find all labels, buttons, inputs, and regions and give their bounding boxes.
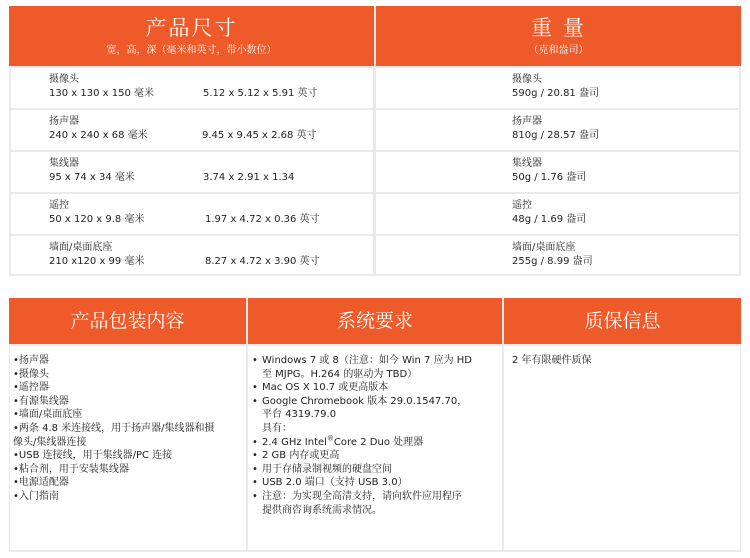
bullet: • xyxy=(252,477,258,489)
system-title: 系统要求 xyxy=(336,310,413,332)
list-item: •墙面/桌面底座 xyxy=(13,409,83,421)
dimension-item-mm: 50 x 120 x 9.8 毫米 xyxy=(49,214,145,225)
dimension-item-inch: 9.45 x 9.45 x 2.68 英寸 xyxy=(202,130,317,141)
weight-row-remote xyxy=(376,194,739,234)
list-item: •入门指南 xyxy=(13,490,59,502)
dimension-item-name: 集线器 xyxy=(49,158,79,169)
weight-item-name: 遥控 xyxy=(512,200,532,211)
weight-item-name: 集线器 xyxy=(512,158,542,169)
weight-title: 重 量 xyxy=(531,16,586,40)
dimension-item-mm: 95 x 74 x 34 毫米 xyxy=(49,172,135,183)
list-item: • 用于存储录制视频的硬盘空间 xyxy=(252,463,392,475)
list-item: •遥控器 xyxy=(13,382,49,394)
package-header xyxy=(9,298,246,344)
dimension-row-speaker xyxy=(11,110,373,150)
dimension-item-inch: 8.27 x 4.72 x 3.90 英寸 xyxy=(205,256,320,267)
list-item: 至 MJPG。H.264 的驱动为 TBD） xyxy=(262,368,418,380)
list-item: 像头/集线器连接 xyxy=(13,436,87,448)
weight-row-speaker xyxy=(376,110,739,150)
warranty-title: 质保信息 xyxy=(584,310,661,332)
list-item: •扬声器 xyxy=(13,355,49,366)
bullet: • xyxy=(252,436,258,448)
bullet: • xyxy=(252,355,258,366)
list-item: • 2 GB 内存或更高 xyxy=(252,450,340,462)
dimension-item-name: 扬声器 xyxy=(49,116,79,127)
warranty-body xyxy=(504,346,740,550)
dimension-row-remote xyxy=(11,194,373,234)
package-body xyxy=(10,346,246,550)
weight-row-hub xyxy=(376,152,739,192)
weight-item-value: 810g / 28.57 盎司 xyxy=(512,130,599,141)
dimension-item-mm: 130 x 130 x 150 毫米 xyxy=(49,88,154,99)
list-item: •USB 连接线，用于集线器/PC 连接 xyxy=(13,450,173,462)
dimension-item-mm: 240 x 240 x 68 毫米 xyxy=(49,130,148,141)
dimension-item-inch: 1.97 x 4.72 x 0.36 英寸 xyxy=(205,214,320,225)
weight-item-value: 50g / 1.76 盎司 xyxy=(512,172,587,183)
system-header xyxy=(248,298,502,344)
bullet: • xyxy=(252,382,258,394)
dimension-item-name: 摄像头 xyxy=(49,74,79,85)
weight-subtitle: （克和盎司） xyxy=(528,45,589,56)
dimension-item-name: 墙面/桌面底座 xyxy=(49,242,113,253)
dimension-item-inch: 3.74 x 2.91 x 1.34 xyxy=(203,172,295,183)
dimension-item-mm: 210 x120 x 99 毫米 xyxy=(49,256,145,267)
system-body xyxy=(248,346,502,550)
package-title: 产品包装内容 xyxy=(70,310,185,332)
list-item: • Mac OS X 10.7 或更高版本 xyxy=(252,382,389,394)
warranty-text: 2 年有限硬件质保 xyxy=(512,355,592,366)
weight-item-value: 590g / 20.81 盎司 xyxy=(512,88,599,99)
weight-item-value: 48g / 1.69 盎司 xyxy=(512,214,587,225)
list-item: • Windows 7 或 8（注意：如今 Win 7 应为 HD xyxy=(252,355,472,366)
list-item: •有源集线器 xyxy=(13,395,69,407)
dimension-item-name: 遥控 xyxy=(49,200,69,211)
weight-row-camera xyxy=(376,68,739,108)
bullet: • xyxy=(252,450,258,462)
list-item: •摄像头 xyxy=(13,368,49,380)
weight-item-value: 255g / 8.99 盎司 xyxy=(512,256,593,267)
dimensions-subtitle: 宽，高，深（毫米和英寸，带小数位） xyxy=(106,45,277,56)
list-item: • 2.4 GHz Intel®Core 2 Duo 处理器 xyxy=(252,434,424,448)
weight-header xyxy=(376,6,741,66)
registered-mark: ® xyxy=(326,434,334,443)
weight-row-mount xyxy=(376,236,739,274)
list-item: • Google Chromebook 版本 29.0.1547.70， xyxy=(252,395,468,407)
weight-item-name: 摄像头 xyxy=(512,74,542,85)
bullet: • xyxy=(252,395,258,407)
dimension-row-camera xyxy=(11,68,373,108)
bullet: • xyxy=(252,490,258,502)
list-item: 提供商咨询系统需求情况。 xyxy=(262,504,382,516)
list-item: 平台 4319.79.0 xyxy=(262,409,337,421)
list-item: • USB 2.0 端口（支持 USB 3.0） xyxy=(252,477,408,489)
package-list xyxy=(13,354,215,504)
warranty-header xyxy=(504,298,741,344)
list-item: •两条 4.8 米连接线，用于扬声器/集线器和摄 xyxy=(13,422,215,434)
bullet: • xyxy=(252,463,258,475)
list-item: •电源适配器 xyxy=(13,477,69,489)
weight-item-name: 墙面/桌面底座 xyxy=(512,242,576,253)
dimension-item-inch: 5.12 x 5.12 x 5.91 英寸 xyxy=(203,88,318,99)
dimension-row-mount xyxy=(11,236,373,274)
list-item: • 注意：为实现全高清支持，请向软件应用程序 xyxy=(252,490,462,502)
dimensions-title: 产品尺寸 xyxy=(145,16,238,40)
dimensions-header xyxy=(9,6,374,66)
dimension-row-hub xyxy=(11,152,373,192)
list-item: 具有： xyxy=(262,422,292,434)
weight-item-name: 扬声器 xyxy=(512,116,542,127)
list-item: •粘合剂，用于安装集线器 xyxy=(13,463,129,475)
system-list xyxy=(252,354,472,517)
